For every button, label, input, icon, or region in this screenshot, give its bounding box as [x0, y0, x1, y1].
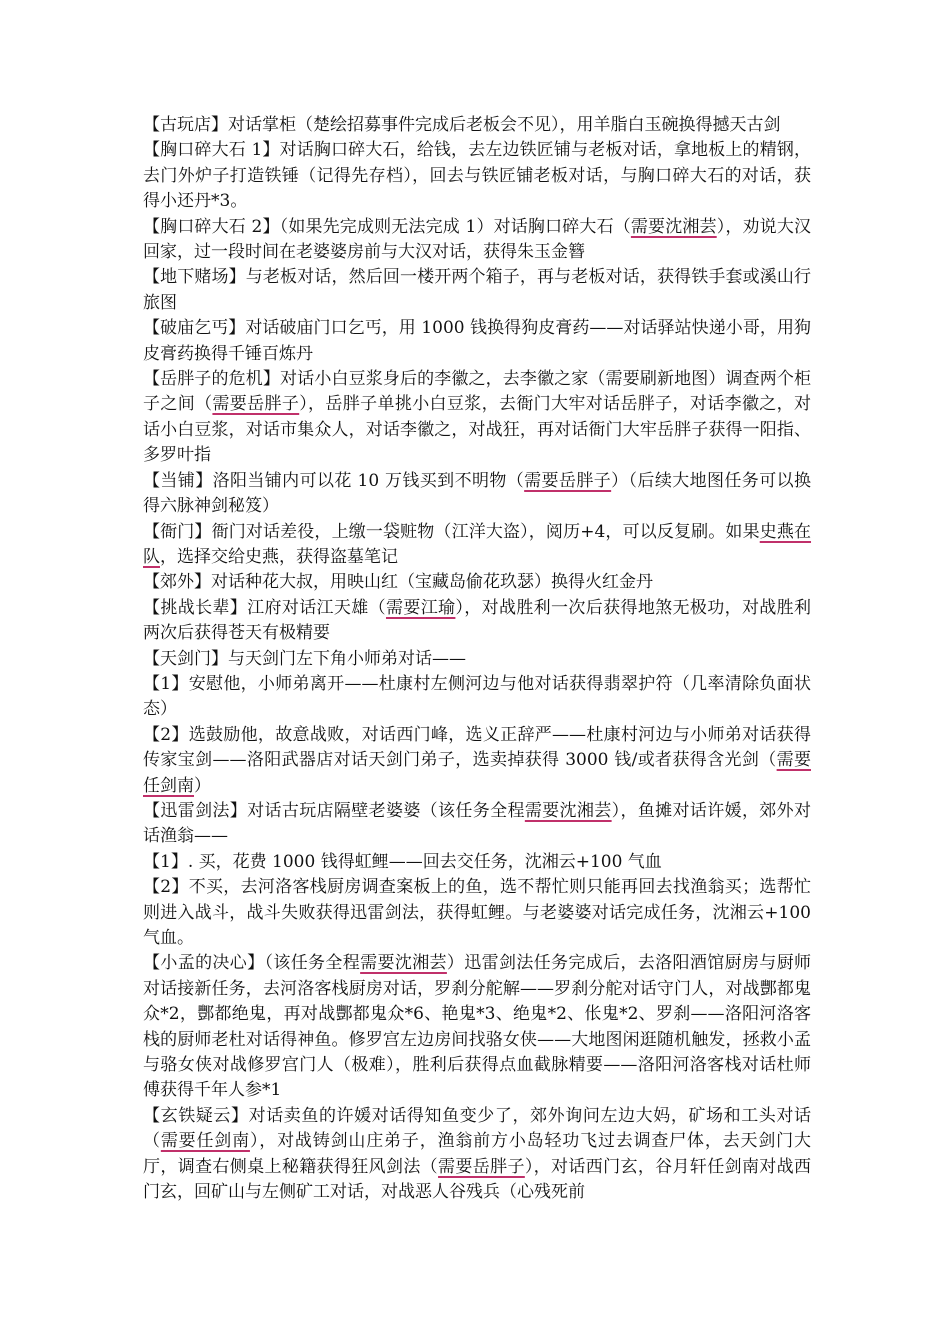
- paragraph-text: 【地下赌场】与老板对话，然后回一楼开两个箱子，再与老板对话，获得铁手套或溪山行旅图: [143, 267, 811, 313]
- requirement-underlined: 需要沈湘芸: [524, 800, 612, 821]
- paragraph: [143, 875, 811, 951]
- paragraph-text: ），对话西门玄，谷月轩任剑南对战西门玄，回矿山与左侧矿工对话，对战恶人谷残兵（心残死前: [143, 1156, 812, 1203]
- requirement-underlined: 需要沈湘芸: [630, 216, 717, 237]
- requirement-underlined: 需要岳胖子: [438, 1156, 525, 1177]
- paragraph-text: ）迅雷剑法任务完成后，去洛阳酒馆厨房与厨师对话接新任务，去河洛客栈厨房对话，罗刹分舵解——罗刹分舵对话守门人，对战酆都鬼众*2，酆都绝鬼，再对战酆都鬼众*6、艳鬼*3、绝鬼*2、伥鬼*2、罗刹——洛阳河洛客栈的厨师老杜对话得神鱼。修罗宫左边房间找骆女侠——大地图闲逛随机触发，拯救小孟与骆女侠对战修罗宫门人（极难），胜利后获得点血截脉精要——洛阳河洛客栈对话杜师傅获得千年人参*1: [143, 953, 812, 1101]
- requirement-underlined: 史燕在队: [143, 521, 812, 567]
- paragraph-text: 【小孟的决心】（该任务全程: [143, 953, 361, 974]
- paragraph-text: 【2】选鼓励他，故意战败，对话西门峰，选义正辞严——杜康村河边与小师弟对话获得传家宝剑——洛阳武器店对话天剑门弟子，选卖掉获得 3000 钱/或者获得含光剑（: [143, 724, 811, 771]
- paragraph-text: ）（后续大地图任务可以换得六脉神剑秘笈）: [143, 470, 811, 517]
- paragraph-text: 【破庙乞丐】对话破庙门口乞丐，用 1000 钱换得狗皮膏药——对话驿站快递小哥，用狗皮膏药换得千锤百炼丹: [143, 318, 811, 364]
- paragraph: [143, 215, 811, 266]
- paragraph-text: 【挑战长辈】江府对话江天雄（: [143, 597, 386, 618]
- paragraph-text: 【当铺】洛阳当铺内可以花 10 万钱买到不明物（: [143, 470, 525, 491]
- paragraph-text: ），岳胖子单挑小白豆浆，去衙门大牢对话岳胖子，对话李徽之，对话小白豆浆，对话市集众人，对话李徽之，对战狂，再对话衙门大牢岳胖子获得一阳指、多罗叶指: [143, 394, 812, 466]
- paragraph: [143, 596, 811, 647]
- paragraph: [143, 367, 811, 469]
- paragraph-text: 【胸口碎大石 1】对话胸口碎大石，给钱，去左边铁匠铺与老板对话，拿地板上的精钢，去门外炉子打造铁锤（记得先存档），回去与铁匠铺老板对话，与胸口碎大石的对话，获得小还丹*3。: [143, 140, 811, 212]
- paragraph-text: ）: [194, 775, 211, 796]
- paragraph-text: 【2】不买，去河洛客栈厨房调查案板上的鱼，选不帮忙则只能再回去找渔翁买；选帮忙则进入战斗，战斗失败获得迅雷剑法，获得虹鲤。与老婆婆对话完成任务，沈湘云+100 气血。: [143, 877, 811, 948]
- paragraph: [143, 113, 811, 138]
- paragraph-text: 【1】. 买，花费 1000 钱得虹鲤——回去交任务，沈湘云+100 气血: [143, 851, 662, 872]
- paragraph: [143, 265, 811, 316]
- paragraph: [143, 799, 811, 850]
- requirement-underlined: 需要沈湘芸: [360, 953, 447, 974]
- document-body: [143, 113, 811, 1205]
- paragraph: [143, 570, 811, 595]
- paragraph: [143, 520, 811, 571]
- paragraph-text: 【郊外】对话种花大叔，用映山红（宝藏岛偷花玖瑟）换得火红金丹: [143, 572, 653, 593]
- paragraph: [143, 723, 811, 799]
- requirement-underlined: 需要岳胖子: [524, 470, 612, 491]
- paragraph: [143, 951, 811, 1103]
- paragraph-text: 【胸口碎大石 2】（如果先完成则无法完成 1）对话胸口碎大石（: [143, 216, 631, 237]
- requirement-underlined: 需要任剑南: [143, 750, 811, 796]
- paragraph-text: ），鱼摊对话许媛，郊外对话渔翁——: [143, 800, 812, 847]
- paragraph-text: ），对战胜利一次后获得地煞无极功，对战胜利两次后获得苍天有极精要: [143, 597, 812, 644]
- paragraph-text: 【1】安慰他，小师弟离开——杜康村左侧河边与他对话获得翡翠护符（几率清除负面状态）: [143, 673, 811, 720]
- paragraph-text: 【迅雷剑法】对话古玩店隔壁老婆婆（该任务全程: [143, 800, 525, 821]
- paragraph: [143, 316, 811, 367]
- paragraph-text: 【衙门】衙门对话差役，上缴一袋赃物（江洋大盗），阅历+4，可以反复刷。如果: [143, 521, 760, 542]
- paragraph-text: ），对战铸剑山庄弟子，渔翁前方小岛轻功飞过去调查尸体，去天剑门大厅，调查右侧桌上秘籍获得狂风剑法（: [143, 1131, 812, 1177]
- paragraph-text: 【玄铁疑云】对话卖鱼的许媛对话得知鱼变少了，郊外询问左边大妈，矿场和工头对话（: [143, 1105, 811, 1152]
- paragraph-text: ），劝说大汉回家，过一段时间在老婆婆房前与大汉对话，获得朱玉金簪: [143, 216, 812, 263]
- paragraph: [143, 138, 811, 214]
- paragraph: [143, 850, 811, 875]
- requirement-underlined: 需要任剑南: [160, 1131, 250, 1152]
- requirement-underlined: 需要江瑜: [385, 597, 456, 618]
- paragraph: [143, 469, 811, 520]
- paragraph-text: 【岳胖子的危机】对话小白豆浆身后的李徽之，去李徽之家（需要刷新地图）调查两个柜子之间（: [143, 369, 811, 415]
- paragraph-text: 【天剑门】与天剑门左下角小师弟对话——: [143, 648, 466, 669]
- requirement-underlined: 需要岳胖子: [212, 394, 300, 415]
- paragraph: [143, 647, 811, 672]
- paragraph: [143, 672, 811, 723]
- paragraph-text: ，选择交给史燕，获得盗墓笔记: [160, 546, 398, 567]
- paragraph-text: 【古玩店】对话掌柜（楚绘招募事件完成后老板会不见），用羊脂白玉碗换得撼天古剑: [143, 115, 781, 135]
- paragraph: [143, 1104, 811, 1206]
